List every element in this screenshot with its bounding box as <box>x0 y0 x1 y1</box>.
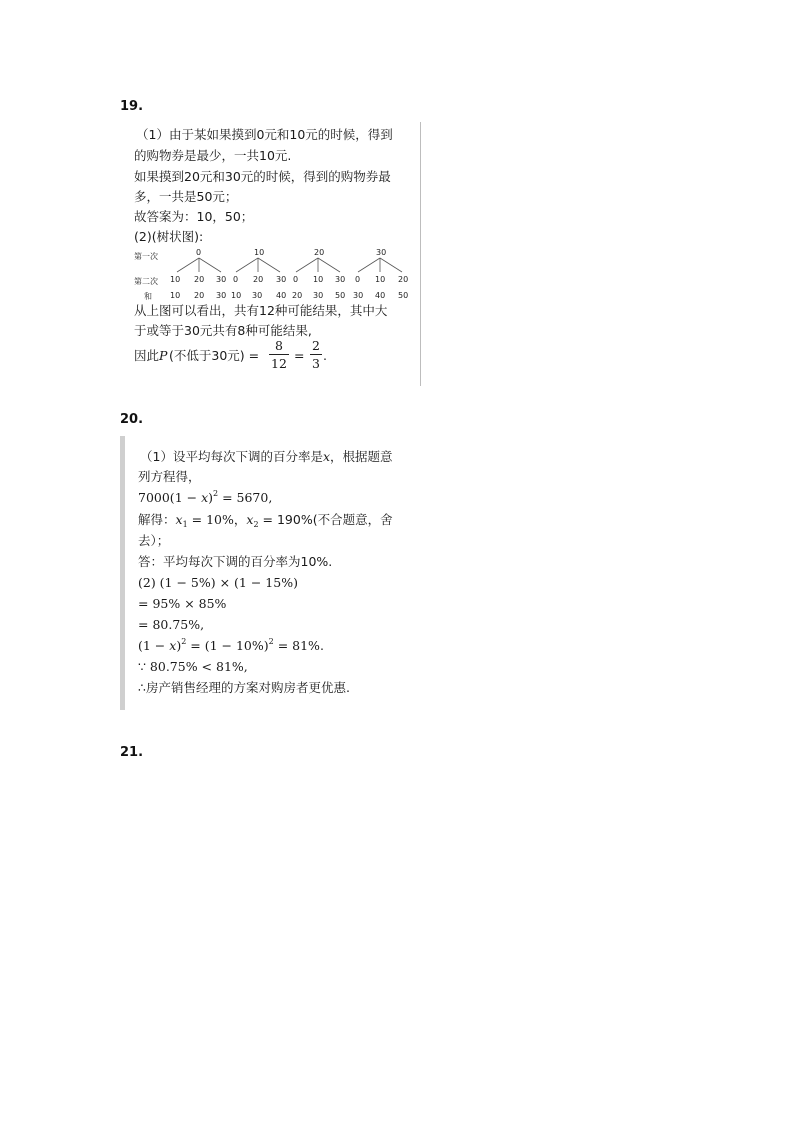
variable-x: x <box>169 638 177 653</box>
tree-first-node: 0 <box>196 248 202 257</box>
question-number-19: 19. <box>120 99 144 114</box>
subscript: 1 <box>182 520 188 529</box>
text: ) <box>176 638 182 653</box>
text: ) <box>208 490 214 505</box>
tree-sum-node: 30 <box>216 291 227 300</box>
question-number-20: 20. <box>120 412 144 427</box>
fraction-denominator: 3 <box>312 356 320 371</box>
tree-sum-node: 30 <box>353 291 364 300</box>
tree-label-sum: 和 <box>144 292 152 301</box>
tree-label-first: 第一次 <box>134 252 158 261</box>
tree-second-node: 30 <box>335 275 346 284</box>
tree-second-node: 10 <box>313 275 324 284</box>
subscript: 2 <box>253 520 259 529</box>
equation-line <box>138 490 272 506</box>
tree-second-node: 0 <box>355 275 361 284</box>
tree-diagram <box>130 246 420 302</box>
text: 7000(1 − <box>138 490 202 505</box>
text: (1 − <box>138 638 170 653</box>
exponent: 2 <box>213 489 219 498</box>
exponent: 2 <box>181 637 187 646</box>
question-number-21: 21. <box>120 745 144 760</box>
tree-second-node: 0 <box>293 275 299 284</box>
probability-var: P <box>159 348 168 363</box>
variable-x: x <box>246 512 254 527</box>
exponent: 2 <box>268 637 274 646</box>
tree-sum-node: 50 <box>398 291 409 300</box>
tree-second-node: 20 <box>194 275 205 284</box>
tree-second-node: 30 <box>276 275 287 284</box>
answer-line-2: 列方程得， <box>138 469 201 484</box>
period: . <box>323 348 327 363</box>
variable-x: x <box>322 449 331 464</box>
equation-line: = 80.75%, <box>138 617 205 632</box>
tree-first-node: 10 <box>254 248 265 257</box>
text: 解得： <box>138 512 176 527</box>
probability-text: (不低于30元) = <box>169 348 260 363</box>
tree-sum-node: 20 <box>194 291 205 300</box>
fraction-numerator: 2 <box>312 338 320 353</box>
tree-sum-node: 50 <box>335 291 346 300</box>
answer-box-19 <box>130 122 421 386</box>
answer-line: 故答案为：10，50； <box>134 209 254 224</box>
answer-line: （1）由于某如果摸到0元和10元的时候，得到 <box>136 127 393 142</box>
answer-box-20 <box>120 436 415 710</box>
answer-line: 从上图可以看出，共有12种可能结果，其中大 <box>134 303 388 318</box>
tree-second-node: 10 <box>170 275 181 284</box>
equation-line: = 95% × 85% <box>138 596 227 611</box>
therefore-line: ∴房产销售经理的方案对购房者更优惠. <box>138 680 350 695</box>
text: = 190%(不合题意，舍 <box>258 512 393 527</box>
fraction-denominator: 12 <box>271 356 287 371</box>
tree-sum-node: 40 <box>276 291 287 300</box>
variable-x: x <box>201 490 209 505</box>
tree-second-node: 30 <box>216 275 227 284</box>
answer-line: 答：平均每次下调的百分率为10%. <box>138 554 333 569</box>
variable-x: x <box>175 512 183 527</box>
equation-line: (2) (1 − 5%) × (1 − 15%) <box>138 575 298 590</box>
equation-line <box>138 638 324 654</box>
fraction-numerator: 8 <box>275 338 283 353</box>
tree-second-node: 10 <box>375 275 386 284</box>
probability-prefix: 因此 <box>134 348 160 363</box>
fraction-8-12 <box>269 338 289 371</box>
text: = 81%. <box>273 638 324 653</box>
tree-sum-node: 10 <box>170 291 181 300</box>
tree-second-node: 20 <box>253 275 264 284</box>
answer-line: (2)(树状图): <box>134 229 204 244</box>
tree-label-second: 第二次 <box>134 277 158 286</box>
tree-first-node: 20 <box>314 248 325 257</box>
text: = 10%， <box>187 512 247 527</box>
tree-second-node: 0 <box>233 275 239 284</box>
tree-first-node: 30 <box>376 248 387 257</box>
answer-line: 去）； <box>138 533 170 548</box>
fraction-2-3 <box>310 338 322 371</box>
tree-sum-node: 30 <box>313 291 324 300</box>
tree-second-node: 20 <box>398 275 409 284</box>
text: （1）设平均每次下调的百分率是 <box>140 449 323 464</box>
text: = 5670, <box>218 490 273 505</box>
answer-line: 多，一共是50元； <box>134 189 238 204</box>
solution-line <box>138 512 393 528</box>
because-line: ∵ 80.75% < 81%, <box>138 659 248 674</box>
equals-sign: = <box>294 348 305 363</box>
answer-line-1 <box>140 449 393 465</box>
answer-line: 于或等于30元共有8种可能结果, <box>134 323 312 338</box>
text: ，根据题意 <box>330 449 393 464</box>
text: = (1 − 10%) <box>186 638 269 653</box>
tree-sum-node: 10 <box>231 291 242 300</box>
tree-sum-node: 30 <box>252 291 263 300</box>
tree-sum-node: 40 <box>375 291 386 300</box>
answer-line: 的购物券是最少，一共10元. <box>134 148 292 163</box>
tree-sum-node: 20 <box>292 291 303 300</box>
answer-line: 如果摸到20元和30元的时候，得到的购物券最 <box>134 169 391 184</box>
